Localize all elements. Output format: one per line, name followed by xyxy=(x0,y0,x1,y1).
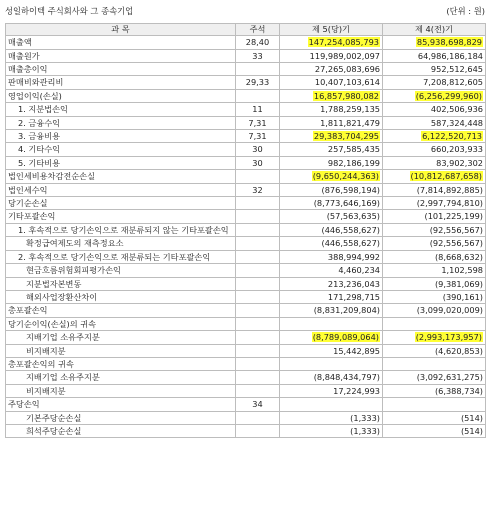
table-row xyxy=(6,103,486,116)
current-value-cell xyxy=(280,331,383,344)
prior-value: (7,814,892,885) xyxy=(416,184,483,195)
current-value: 16,857,980,082 xyxy=(313,90,379,101)
note-ref xyxy=(236,250,280,263)
table-row xyxy=(6,250,486,263)
prior-value-cell xyxy=(383,116,486,129)
note-ref: 32 xyxy=(236,183,280,196)
account-name: 총포괄손익의 귀속 xyxy=(6,357,236,370)
table-row xyxy=(6,344,486,357)
note-ref xyxy=(236,197,280,210)
current-value-cell xyxy=(280,357,383,370)
current-value: (1,333) xyxy=(350,412,380,423)
table-row xyxy=(6,411,486,424)
note-ref xyxy=(236,344,280,357)
prior-value-cell xyxy=(383,290,486,303)
note-ref: 33 xyxy=(236,49,280,62)
prior-value-cell xyxy=(383,317,486,330)
note-ref: 11 xyxy=(236,103,280,116)
account-name: 2. 금융수익 xyxy=(6,116,236,129)
table-row xyxy=(6,130,486,143)
current-value: (446,558,627) xyxy=(321,224,380,235)
current-value-cell xyxy=(280,49,383,62)
table-row xyxy=(6,371,486,384)
note-ref: 7,31 xyxy=(236,116,280,129)
current-value-cell xyxy=(280,398,383,411)
account-name: 지분법자본변동 xyxy=(6,277,236,290)
note-ref xyxy=(236,411,280,424)
note-ref xyxy=(236,264,280,277)
table-row xyxy=(6,156,486,169)
table-row xyxy=(6,116,486,129)
note-ref xyxy=(236,357,280,370)
prior-value: 402,506,936 xyxy=(430,104,483,115)
current-value-cell xyxy=(280,317,383,330)
note-ref xyxy=(236,89,280,102)
header-current-period: 제 5(당)기 xyxy=(280,24,383,36)
prior-value-cell xyxy=(383,411,486,424)
prior-value-cell xyxy=(383,143,486,156)
current-value-cell xyxy=(280,277,383,290)
account-name: 당기순이익(손실)의 귀속 xyxy=(6,317,236,330)
table-row xyxy=(6,49,486,62)
current-value: 147,254,085,793 xyxy=(308,37,379,48)
current-value-cell xyxy=(280,63,383,76)
current-value: (57,563,635) xyxy=(326,211,380,222)
prior-value-cell xyxy=(383,89,486,102)
current-value-cell xyxy=(280,237,383,250)
current-value-cell xyxy=(280,411,383,424)
current-value-cell xyxy=(280,76,383,89)
account-name: 총포괄손익 xyxy=(6,304,236,317)
prior-value: (390,161) xyxy=(442,291,483,302)
account-name: 매출원가 xyxy=(6,49,236,62)
account-name: 1. 후속적으로 당기손익으로 재분류되지 않는 기타포괄손익 xyxy=(6,223,236,236)
prior-value: 660,203,933 xyxy=(430,144,483,155)
prior-value-cell xyxy=(383,183,486,196)
prior-value: 1,102,598 xyxy=(441,265,483,276)
prior-value: (6,388,734) xyxy=(434,385,483,396)
account-name: 비지배지분 xyxy=(6,384,236,397)
current-value: (8,831,209,804) xyxy=(313,305,380,316)
prior-value: (10,812,687,658) xyxy=(410,171,482,182)
table-row xyxy=(6,89,486,102)
current-value: 171,298,715 xyxy=(327,291,380,302)
account-name: 희석주당순손실 xyxy=(6,424,236,437)
account-name: 지배기업 소유주지분 xyxy=(6,331,236,344)
current-value-cell xyxy=(280,250,383,263)
prior-value: (101,225,199) xyxy=(424,211,483,222)
current-value: 1,788,259,135 xyxy=(320,104,380,115)
account-name: 비지배지분 xyxy=(6,344,236,357)
prior-value: (92,556,567) xyxy=(429,238,483,249)
note-ref xyxy=(236,424,280,437)
table-row xyxy=(6,304,486,317)
prior-value-cell xyxy=(383,210,486,223)
current-value-cell xyxy=(280,36,383,49)
table-row xyxy=(6,290,486,303)
prior-value-cell xyxy=(383,264,486,277)
note-ref xyxy=(236,63,280,76)
prior-value-cell xyxy=(383,304,486,317)
unit-label: (단위 : 원) xyxy=(446,6,485,16)
account-name: 지배기업 소유주지분 xyxy=(6,371,236,384)
note-ref: 28,40 xyxy=(236,36,280,49)
current-value-cell xyxy=(280,197,383,210)
prior-value: 64,986,186,184 xyxy=(417,50,483,61)
table-row xyxy=(6,277,486,290)
header-note: 주석 xyxy=(236,24,280,36)
prior-value: 85,938,698,829 xyxy=(416,37,482,48)
account-name: 1. 지분법손익 xyxy=(6,103,236,116)
prior-value-cell xyxy=(383,384,486,397)
current-value-cell xyxy=(280,384,383,397)
current-value: 982,186,199 xyxy=(327,157,380,168)
table-row xyxy=(6,197,486,210)
prior-value: (92,556,567) xyxy=(429,224,483,235)
prior-value-cell xyxy=(383,331,486,344)
account-name: 확정급여제도의 재측정요소 xyxy=(6,237,236,250)
account-name: 기타포괄손익 xyxy=(6,210,236,223)
table-row xyxy=(6,210,486,223)
current-value-cell xyxy=(280,143,383,156)
table-row xyxy=(6,63,486,76)
current-value-cell xyxy=(280,130,383,143)
prior-value-cell xyxy=(383,170,486,183)
prior-value: 6,122,520,713 xyxy=(422,131,482,142)
account-name: 현금흐름위험회피평가손익 xyxy=(6,264,236,277)
current-value: 10,407,103,614 xyxy=(314,77,380,88)
current-value: 29,383,704,295 xyxy=(313,131,379,142)
table-row xyxy=(6,143,486,156)
table-header-row xyxy=(6,24,486,36)
current-value-cell xyxy=(280,210,383,223)
prior-value-cell xyxy=(383,357,486,370)
account-name: 3. 금융비용 xyxy=(6,130,236,143)
current-value-cell xyxy=(280,264,383,277)
header-bar xyxy=(5,5,485,17)
prior-value-cell xyxy=(383,130,486,143)
current-value-cell xyxy=(280,304,383,317)
account-name: 기본주당순손실 xyxy=(6,411,236,424)
table-row xyxy=(6,170,486,183)
note-ref xyxy=(236,304,280,317)
prior-value: (4,620,853) xyxy=(434,345,483,356)
prior-value-cell xyxy=(383,277,486,290)
current-value-cell xyxy=(280,290,383,303)
current-value-cell xyxy=(280,371,383,384)
account-name: 해외사업장환산차이 xyxy=(6,290,236,303)
current-value: 1,811,821,479 xyxy=(320,117,380,128)
table-body xyxy=(6,36,486,438)
table-row xyxy=(6,264,486,277)
prior-value-cell xyxy=(383,371,486,384)
current-value: 17,224,993 xyxy=(333,385,380,396)
note-ref xyxy=(236,317,280,330)
current-value-cell xyxy=(280,183,383,196)
current-value: 27,265,083,696 xyxy=(314,64,380,75)
current-value-cell xyxy=(280,156,383,169)
prior-value: (514) xyxy=(460,412,483,423)
current-value: 119,989,002,097 xyxy=(309,50,380,61)
account-name: 4. 기타수익 xyxy=(6,143,236,156)
current-value: (8,773,646,169) xyxy=(313,198,380,209)
prior-value-cell xyxy=(383,156,486,169)
current-value: 213,236,043 xyxy=(327,278,380,289)
current-value-cell xyxy=(280,424,383,437)
note-ref xyxy=(236,223,280,236)
note-ref xyxy=(236,290,280,303)
table-row xyxy=(6,357,486,370)
account-name: 당기순손실 xyxy=(6,197,236,210)
note-ref: 7,31 xyxy=(236,130,280,143)
prior-value-cell xyxy=(383,424,486,437)
prior-value-cell xyxy=(383,250,486,263)
income-statement-table xyxy=(5,23,486,438)
table-row xyxy=(6,398,486,411)
account-name: 2. 후속적으로 당기손익으로 재분류되는 기타포괄손익 xyxy=(6,250,236,263)
prior-value: (514) xyxy=(460,425,483,436)
current-value: (8,789,089,064) xyxy=(312,332,379,343)
current-value: 15,442,895 xyxy=(333,345,380,356)
note-ref: 34 xyxy=(236,398,280,411)
prior-value: 83,902,302 xyxy=(436,157,483,168)
table-row xyxy=(6,237,486,250)
current-value: (1,333) xyxy=(350,425,380,436)
current-value-cell xyxy=(280,116,383,129)
prior-value: (3,099,020,009) xyxy=(416,305,483,316)
note-ref xyxy=(236,277,280,290)
account-name: 법인세수익 xyxy=(6,183,236,196)
prior-value-cell xyxy=(383,49,486,62)
prior-value: (3,092,631,275) xyxy=(416,372,483,383)
prior-value-cell xyxy=(383,237,486,250)
header-prior-period: 제 4(전)기 xyxy=(383,24,486,36)
prior-value: (6,256,299,960) xyxy=(415,90,482,101)
prior-value-cell xyxy=(383,76,486,89)
note-ref: 29,33 xyxy=(236,76,280,89)
prior-value: 7,208,812,605 xyxy=(423,77,483,88)
table-row xyxy=(6,424,486,437)
note-ref: 30 xyxy=(236,156,280,169)
table-row xyxy=(6,384,486,397)
prior-value-cell xyxy=(383,197,486,210)
account-name: 5. 기타비용 xyxy=(6,156,236,169)
prior-value: 952,512,645 xyxy=(430,64,483,75)
prior-value-cell xyxy=(383,398,486,411)
current-value-cell xyxy=(280,170,383,183)
prior-value-cell xyxy=(383,36,486,49)
current-value-cell xyxy=(280,344,383,357)
note-ref xyxy=(236,331,280,344)
current-value-cell xyxy=(280,223,383,236)
account-name: 매출총이익 xyxy=(6,63,236,76)
table-row xyxy=(6,36,486,49)
current-value-cell xyxy=(280,89,383,102)
account-name: 매출액 xyxy=(6,36,236,49)
note-ref xyxy=(236,384,280,397)
note-ref xyxy=(236,371,280,384)
current-value: 257,585,435 xyxy=(327,144,380,155)
table-row xyxy=(6,223,486,236)
note-ref xyxy=(236,170,280,183)
prior-value-cell xyxy=(383,103,486,116)
account-name: 주당손익 xyxy=(6,398,236,411)
account-name: 판매비와관리비 xyxy=(6,76,236,89)
prior-value-cell xyxy=(383,223,486,236)
prior-value: (9,381,069) xyxy=(434,278,483,289)
prior-value: (2,993,173,957) xyxy=(415,332,482,343)
current-value: 4,460,234 xyxy=(338,265,380,276)
note-ref: 30 xyxy=(236,143,280,156)
table-row xyxy=(6,76,486,89)
current-value: (876,598,194) xyxy=(321,184,380,195)
table-row xyxy=(6,317,486,330)
table-row xyxy=(6,331,486,344)
current-value: (446,558,627) xyxy=(321,238,380,249)
prior-value-cell xyxy=(383,63,486,76)
account-name: 영업이익(손실) xyxy=(6,89,236,102)
current-value-cell xyxy=(280,103,383,116)
note-ref xyxy=(236,237,280,250)
note-ref xyxy=(236,210,280,223)
company-name: 성일하이텍 주식회사와 그 종속기업 xyxy=(5,6,134,16)
current-value: (8,848,434,797) xyxy=(313,372,380,383)
prior-value-cell xyxy=(383,344,486,357)
current-value: (9,650,244,363) xyxy=(312,171,379,182)
prior-value: 587,324,448 xyxy=(430,117,483,128)
current-value: 388,994,992 xyxy=(327,251,380,262)
prior-value: (8,668,632) xyxy=(434,251,483,262)
header-account: 과 목 xyxy=(6,24,236,36)
prior-value: (2,997,794,810) xyxy=(416,198,483,209)
table-row xyxy=(6,183,486,196)
account-name: 법인세비용차감전순손실 xyxy=(6,170,236,183)
